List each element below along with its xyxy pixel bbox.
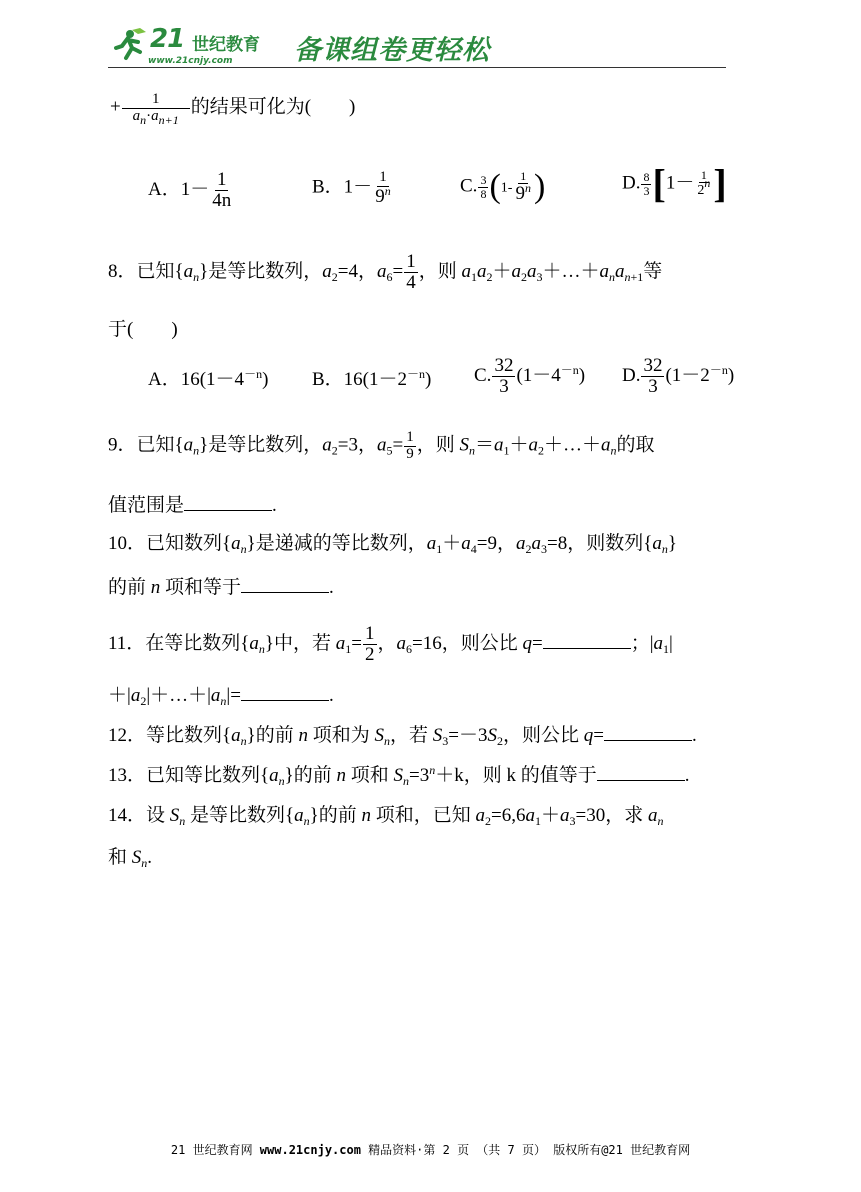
q12-stem: 12．等比数列$\{a_n\}$的前 n 项和为 $S_n$，若 $S_3=-3S_2$，则公比 q= . — [108, 722, 697, 748]
q11-stem-line2: $+|a_2|+\dots+|a_n|=$ . — [108, 682, 334, 708]
logo-url[interactable]: www.21cnjy.com — [148, 56, 233, 66]
q8-option-c[interactable]: C. $\frac{32}{3}$ $(1-4^{-n})$ — [474, 355, 586, 397]
header-divider — [108, 67, 726, 68]
runner-logo-icon — [112, 26, 150, 62]
q8-option-d[interactable]: D. $\frac{32}{3}$ $(1-2^{-n})$ — [622, 355, 735, 397]
q7-option-a[interactable]: A．1－ $\frac{1}{4n}$ — [148, 169, 232, 211]
q8-option-a[interactable]: A．$16(1-4^{-n})$ — [148, 367, 269, 390]
q14-stem-line2: 和 $S_n$. — [108, 847, 153, 870]
logo-text: 世纪教育 — [192, 35, 260, 55]
q7-option-c[interactable]: C. $\frac{3}{8}$ (1- $\frac{1}{9^n}$ ) — [460, 168, 546, 205]
q11-sum-blank[interactable] — [241, 682, 329, 701]
q7-option-b[interactable]: B．1－ $\frac{1}{9^n}$ — [312, 169, 391, 207]
slogan: 备课组卷更轻松 — [294, 35, 490, 66]
q7-stem: + $\frac{1}{a_n\cdot a_{n+1}}$ 的结果可化为( ) — [110, 91, 356, 127]
q10-stem: 10．已知数列$\{a_n\}$是递减的等比数列，$a_1+a_4=9$，$a_2a_3=8$，则数列$\{a_n\}$ — [108, 533, 677, 556]
q9-stem-line2: 值范围是 . — [108, 492, 277, 518]
q10-stem-line2: 的前 n 项和等于 . — [108, 574, 334, 600]
q9-answer-blank[interactable] — [184, 492, 272, 511]
q12-answer-blank[interactable] — [604, 722, 692, 741]
q11-ratio-blank[interactable] — [543, 630, 631, 649]
q8-stem: 8．已知$\{a_n\}$是等比数列，$a_2=4$，$a_6=$ $\frac{1}{4}$ ，则 $a_1a_2+a_2a_3+\dots+a_na_{n+1}$等 — [108, 251, 663, 293]
page-header — [108, 22, 726, 70]
q11-stem: 11．在等比数列$\{a_n\}$中，若 $a_1=$ $\frac{1}{2}$ ，$a_6=16$，则公比 q= ；$|a_1|$ — [108, 623, 673, 665]
q14-stem: 14．设 $S_n$ 是等比数列$\{a_n\}$的前 n 项和，已知 $a_2=6,6a_1+a_3=30$，求 $a_n$ — [108, 805, 664, 828]
q7-option-d[interactable]: D. $\frac{8}{3}$ [1－ $\frac{1}{2^n}$ ] — [622, 161, 727, 206]
q9-stem: 9．已知$\{a_n\}$是等比数列，$a_2=3$，$a_5=$ $\frac{1}{9}$ ，则 $S_n=a_1+a_2+\dots+a_n$的取 — [108, 429, 655, 462]
q13-answer-blank[interactable] — [597, 762, 685, 781]
logo-number: 21 — [150, 24, 185, 54]
footer-url[interactable]: www.21cnjy.com — [259, 1143, 361, 1157]
q10-answer-blank[interactable] — [241, 574, 329, 593]
page-footer: 21 世纪教育网 www.21cnjy.com 精品资料·第 2 页 （共 7 页） 版权所有@21 世纪教育网 — [170, 1143, 691, 1157]
q13-stem: 13．已知等比数列$\{a_n\}$的前 n 项和 $S_n=3^n+k$，则 k 的值等于 . — [108, 763, 690, 788]
q8-stem-line2: 于( ) — [108, 319, 178, 340]
q8-option-b[interactable]: B．$16(1-2^{-n})$ — [312, 367, 432, 390]
q7-fraction: $\frac{1}{a_n\cdot a_{n+1}}$ — [122, 92, 190, 125]
